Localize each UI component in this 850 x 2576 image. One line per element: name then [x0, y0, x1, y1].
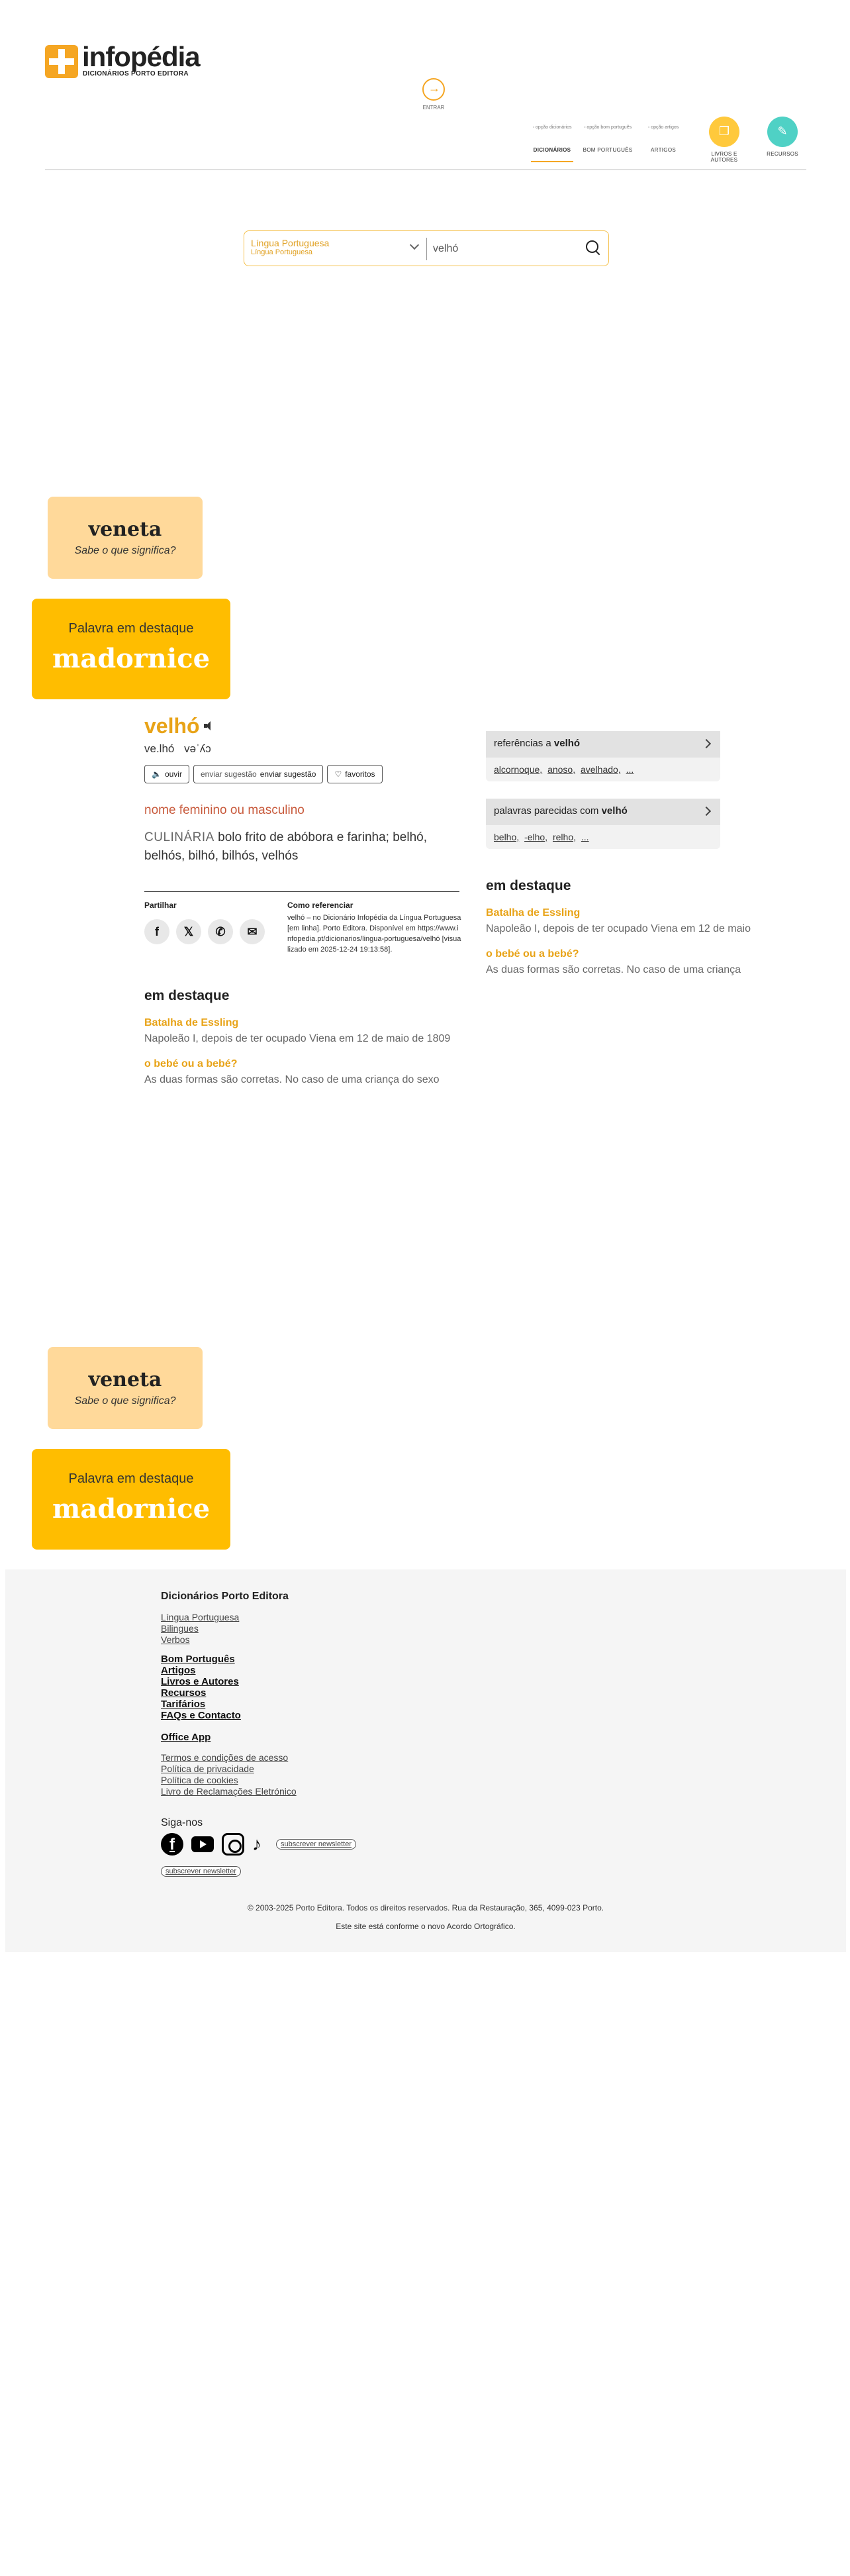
facebook-icon[interactable]: f	[144, 919, 169, 944]
speaker-icon: 🔈	[152, 769, 162, 779]
sidebar-destaque-title-2[interactable]: o bebé ou a bebé?	[486, 948, 579, 960]
chevron-right-icon	[702, 807, 711, 816]
instagram-icon[interactable]	[222, 1833, 244, 1856]
reference-more[interactable]: ...	[626, 764, 634, 775]
nav-bom-portugues[interactable]	[581, 124, 634, 153]
ad-veneta-word: veneta	[88, 1368, 162, 1391]
nav-livros-autores[interactable]	[698, 117, 751, 163]
footer-link-bilingues[interactable]: Bilingues	[161, 1623, 199, 1634]
share-section	[144, 901, 265, 944]
ad-madornice-sub: Palavra em destaque	[68, 621, 194, 636]
login-button[interactable]	[418, 78, 449, 111]
main-destaque-title-1[interactable]: Batalha de Essling	[144, 1017, 239, 1028]
similar-word: velhó	[601, 805, 628, 817]
tiktok-icon[interactable]: ♪	[252, 1834, 261, 1854]
dictionary-select[interactable]	[251, 238, 430, 256]
footer-link-office-app[interactable]: Office App	[161, 1732, 211, 1743]
resources-icon: ✎	[767, 117, 798, 147]
main-destaque-text-1: Napoleão I, depois de ter ocupado Viena em 12 de maio de 1809	[144, 1033, 451, 1044]
favorites-button[interactable]	[327, 765, 382, 783]
follow-heading: Siga-nos	[161, 1817, 203, 1828]
ad-madornice[interactable]	[32, 599, 230, 699]
definition-domain: CULINÁRIA	[144, 830, 214, 844]
references-box	[486, 731, 720, 781]
sidebar-destaque-text-2: As duas formas são corretas. No caso de uma criança	[486, 964, 741, 975]
favorites-label: favoritos	[345, 769, 375, 779]
references-prefix: referências a	[494, 738, 551, 749]
footer-link-livros-autores[interactable]: Livros e Autores	[161, 1676, 239, 1687]
similar-words-box	[486, 799, 720, 849]
ad-veneta-bottom[interactable]	[48, 1347, 203, 1429]
sidebar-destaque-heading: em destaque	[486, 878, 571, 893]
main-destaque-title-2[interactable]: o bebé ou a bebé?	[144, 1058, 238, 1069]
search-divider	[426, 238, 427, 260]
similar-header[interactable]	[486, 799, 720, 825]
nav-bom-portugues-label: BOM PORTUGUÊS	[583, 147, 633, 153]
footer	[5, 1569, 846, 1952]
similar-link[interactable]: belho,	[494, 832, 520, 842]
ad-veneta-sub: Sabe o que significa?	[74, 1395, 176, 1407]
x-icon[interactable]: 𝕏	[176, 919, 201, 944]
suggest-button[interactable]	[193, 765, 323, 783]
dicionarios-icon: ▫ opção dicionários	[526, 124, 579, 144]
reference-link[interactable]: avelhado,	[581, 764, 621, 775]
ad-madornice-word: madornice	[52, 643, 211, 674]
sidebar-destaque-text-1: Napoleão I, depois de ter ocupado Viena em 12 de maio	[486, 923, 751, 934]
ad-madornice-sub: Palavra em destaque	[68, 1471, 194, 1486]
entry-syllables	[144, 742, 462, 756]
ad-madornice-bottom[interactable]	[32, 1449, 230, 1550]
search-bar	[244, 230, 609, 266]
suggest-icon: enviar sugestão	[200, 769, 257, 779]
nav-livros-label: LIVROS E AUTORES	[710, 151, 738, 163]
citation-text: velhó – no Dicionário Infopédia da Língua Portuguesa [em linha]. Porto Editora. Disponível em https://www.infopedia.pt/dicionarios/lingua-portuguesa/velhó [visualizado em 2025-12-24 19:13:58].	[287, 914, 461, 954]
definition-text: bolo frito de abóbora e farinha; belhó, belhós, bilhó, bilhós, velhós	[144, 830, 427, 863]
nav-recursos-label: RECURSOS	[767, 151, 798, 157]
acordo-ortografico: Este site está conforme o novo Acordo Ortográfico.	[336, 1922, 516, 1931]
heart-icon: ♡	[334, 769, 342, 779]
similar-prefix: palavras parecidas com	[494, 805, 599, 817]
footer-link-privacidade[interactable]: Política de privacidade	[161, 1763, 254, 1774]
grammar-category: nome feminino ou masculino	[144, 803, 305, 817]
youtube-icon[interactable]	[191, 1836, 214, 1852]
nav-artigos[interactable]	[637, 124, 690, 153]
footer-heading: Dicionários Porto Editora	[161, 1591, 289, 1602]
sidebar-destaque	[486, 878, 751, 976]
footer-link-verbos[interactable]: Verbos	[161, 1634, 190, 1645]
definition	[144, 828, 462, 866]
logo-word: infopédia	[82, 41, 200, 72]
email-icon[interactable]: ✉	[240, 919, 265, 944]
similar-link[interactable]: -elho,	[524, 832, 548, 842]
footer-link-tarifarios[interactable]: Tarifários	[161, 1699, 206, 1710]
search-icon[interactable]	[586, 240, 600, 255]
listen-label: ouvir	[164, 769, 182, 779]
login-icon	[422, 78, 445, 101]
chevron-right-icon	[702, 739, 711, 748]
similar-more[interactable]: ...	[581, 832, 589, 842]
footer-link-reclamacoes[interactable]: Livro de Reclamações Eletrónico	[161, 1786, 297, 1797]
nav-recursos[interactable]	[756, 117, 809, 157]
similar-link[interactable]: relho,	[552, 832, 576, 842]
newsletter-button[interactable]: subscrever newsletter	[276, 1839, 356, 1850]
bom-portugues-icon: ▫ opção bom português	[581, 124, 634, 144]
footer-link-cookies[interactable]: Política de cookies	[161, 1775, 238, 1785]
login-label: ENTRAR	[422, 105, 445, 111]
ad-veneta[interactable]	[48, 497, 203, 579]
nav-dicionarios-label: DICIONÁRIOS	[533, 147, 571, 153]
listen-button[interactable]	[144, 765, 189, 783]
dictionary-select-sub: Língua Portuguesa	[251, 248, 312, 256]
share-divider	[144, 891, 459, 892]
footer-link-artigos[interactable]: Artigos	[161, 1665, 196, 1676]
references-word: velhó	[553, 738, 581, 749]
ad-veneta-sub: Sabe o que significa?	[74, 545, 176, 556]
nav-artigos-label: ARTIGOS	[651, 147, 676, 153]
reference-link[interactable]: anoso,	[547, 764, 576, 775]
search-input[interactable]	[433, 239, 572, 259]
footer-link-lingua-portuguesa[interactable]: Língua Portuguesa	[161, 1612, 240, 1622]
sidebar-destaque-title-1[interactable]: Batalha de Essling	[486, 907, 581, 918]
suggest-label: enviar sugestão	[260, 769, 316, 779]
references-header[interactable]	[486, 731, 720, 758]
copyright: © 2003-2025 Porto Editora. Todos os direitos reservados. Rua da Restauração, 365, 4099-023 Porto.	[247, 1903, 604, 1912]
facebook-icon[interactable]: f	[161, 1833, 183, 1856]
ad-madornice-word: madornice	[52, 1493, 211, 1524]
phonetic: vəˈʎɔ	[184, 742, 211, 755]
share-heading: Partilhar	[144, 901, 177, 910]
footer-link-faqs[interactable]: FAQs e Contacto	[161, 1710, 241, 1721]
main-destaque	[144, 988, 459, 1086]
artigos-icon: ▫ opção artigos	[637, 124, 690, 144]
whatsapp-icon[interactable]: ✆	[208, 919, 233, 944]
citation-heading: Como referenciar	[287, 901, 354, 910]
main-destaque-text-2: As duas formas são corretas. No caso de uma criança do sexo	[144, 1074, 440, 1085]
speaker-icon[interactable]	[204, 721, 213, 730]
main-destaque-heading: em destaque	[144, 988, 230, 1003]
logo-plus-icon	[45, 45, 78, 78]
footer-link-bom-portugues[interactable]: Bom Português	[161, 1654, 235, 1665]
syllables: ve.lhó	[144, 742, 175, 755]
dictionary-entry	[144, 714, 462, 866]
ad-veneta-word: veneta	[88, 518, 162, 541]
logo-tagline: DICIONÁRIOS PORTO EDITORA	[83, 70, 189, 77]
infopedia-logo[interactable]	[45, 41, 200, 82]
citation-section	[287, 901, 462, 955]
footer-link-recursos[interactable]: Recursos	[161, 1687, 207, 1699]
book-icon: ❐	[709, 117, 739, 147]
nav-dicionarios[interactable]	[526, 124, 579, 153]
entry-word: velhó	[144, 714, 200, 738]
newsletter-button-2[interactable]: subscrever newsletter	[161, 1866, 241, 1877]
dictionary-select-value: Língua Portuguesa	[251, 238, 330, 248]
reference-link[interactable]: alcornoque,	[494, 764, 543, 775]
footer-link-termos[interactable]: Termos e condições de acesso	[161, 1752, 289, 1763]
